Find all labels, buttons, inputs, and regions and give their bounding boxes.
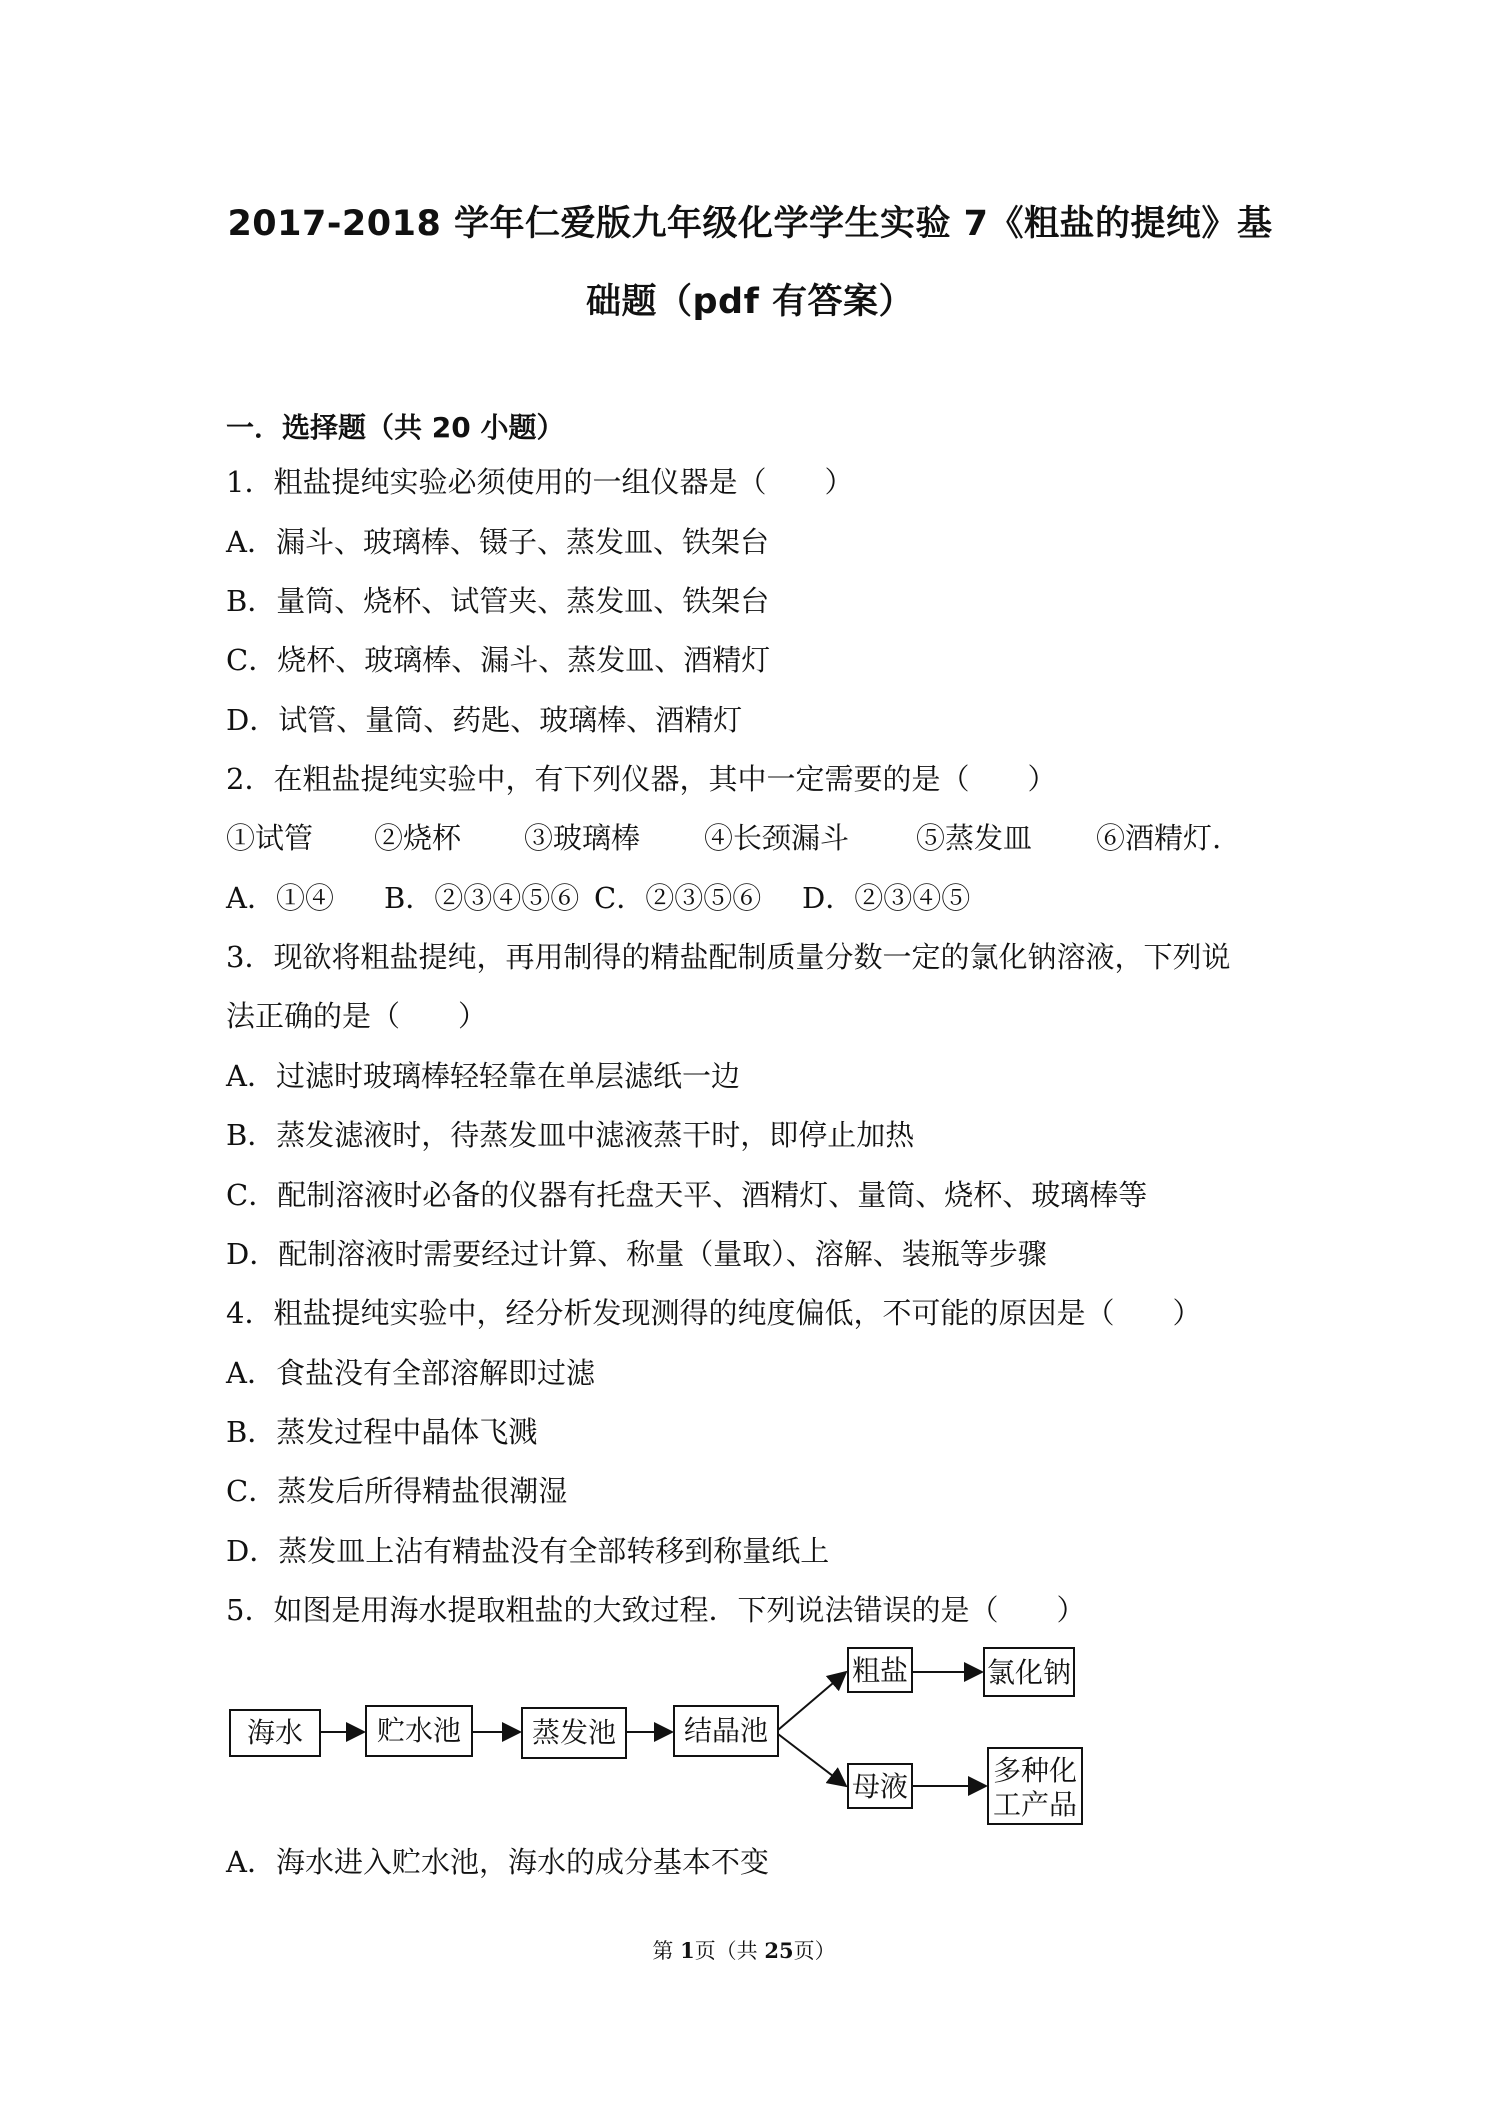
q1-stem: 1．粗盐提纯实验必须使用的一组仪器是（ ） [226,465,854,499]
q4-option-a: A．食盐没有全部溶解即过滤 [226,1356,595,1390]
q3-stem-line2: 法正确的是（ ） [226,999,488,1033]
q2-item: ①试管 [226,821,314,855]
q2-option-d: D．②③④⑤ [802,881,971,915]
footer-prefix: 第 [652,1939,681,1963]
q3-option-d: D．配制溶液时需要经过计算、称量（量取）、溶解、装瓶等步骤 [226,1237,1047,1271]
q1-option-c: C．烧杯、玻璃棒、漏斗、蒸发皿、酒精灯 [226,643,771,677]
arrow-crystallization-to-mother-liquor [778,1734,846,1786]
q5-stem: 5．如图是用海水提取粗盐的大致过程．下列说法错误的是（ ） [226,1593,1086,1627]
footer-total-pages: 25 [764,1938,794,1963]
footer-page-number: 1 [680,1938,695,1963]
q1-option-b: B．量筒、烧杯、试管夹、蒸发皿、铁架台 [226,584,770,618]
label-chemical-products-1: 多种化 [992,1754,1078,1787]
label-storage-pond: 贮水池 [376,1714,462,1747]
label-mother-liquor: 母液 [851,1770,909,1803]
q5-option-a: A．海水进入贮水池，海水的成分基本不变 [226,1845,769,1879]
section-heading: 一．选择题（共 20 小题） [226,411,565,444]
document-title-line1: 2017-2018 学年仁爱版九年级化学学生实验 7《粗盐的提纯》基 [227,204,1273,244]
footer-mid: 页（共 [694,1939,765,1963]
q1-option-a: A．漏斗、玻璃棒、镊子、蒸发皿、铁架台 [226,525,769,559]
q3-stem-line1: 3．现欲将粗盐提纯，再用制得的精盐配制质量分数一定的氯化钠溶液，下列说 [226,940,1231,974]
q4-option-d: D．蒸发皿上沾有精盐没有全部转移到称量纸上 [226,1534,830,1568]
q2-instrument-list [226,818,1236,858]
label-evaporation-pond: 蒸发池 [531,1716,617,1749]
label-sodium-chloride: 氯化钠 [986,1656,1072,1689]
label-chemical-products-2: 工产品 [992,1788,1078,1821]
q2-item: ⑤蒸发皿 [916,821,1033,855]
q2-item: ③玻璃棒 [524,821,641,855]
q3-option-c: C．配制溶液时必备的仪器有托盘天平、酒精灯、量筒、烧杯、玻璃棒等 [226,1178,1148,1212]
q2-item: ⑥酒精灯. [1096,821,1222,855]
label-crude-salt: 粗盐 [851,1654,909,1687]
arrow-crystallization-to-crude-salt [778,1672,846,1730]
document-title-line2: 础题（pdf 有答案） [585,282,915,322]
q2-item: ②烧杯 [374,821,462,855]
q3-option-b: B．蒸发滤液时，待蒸发皿中滤液蒸干时，即停止加热 [226,1118,915,1152]
q2-stem: 2．在粗盐提纯实验中，有下列仪器，其中一定需要的是（ ） [226,762,1057,796]
label-crystallization-pond: 结晶池 [683,1714,769,1747]
q2-option-c: C．②③⑤⑥ [594,881,762,915]
q2-option-b: B．②③④⑤⑥ [384,881,580,915]
q3-option-a: A．过滤时玻璃棒轻轻靠在单层滤纸一边 [226,1059,740,1093]
q4-option-c: C．蒸发后所得精盐很潮湿 [226,1474,568,1508]
q2-item: ④长颈漏斗 [704,821,850,855]
seawater-process-diagram [224,1630,1104,1830]
page-footer [0,1935,1488,1965]
q4-option-b: B．蒸发过程中晶体飞溅 [226,1415,538,1449]
q4-stem: 4．粗盐提纯实验中，经分析发现测得的纯度偏低，不可能的原因是（ ） [226,1296,1202,1330]
q1-option-d: D．试管、量筒、药匙、玻璃棒、酒精灯 [226,703,743,737]
label-seawater: 海水 [246,1716,304,1749]
footer-suffix: 页） [793,1939,836,1963]
q2-option-a: A．①④ [226,881,334,915]
